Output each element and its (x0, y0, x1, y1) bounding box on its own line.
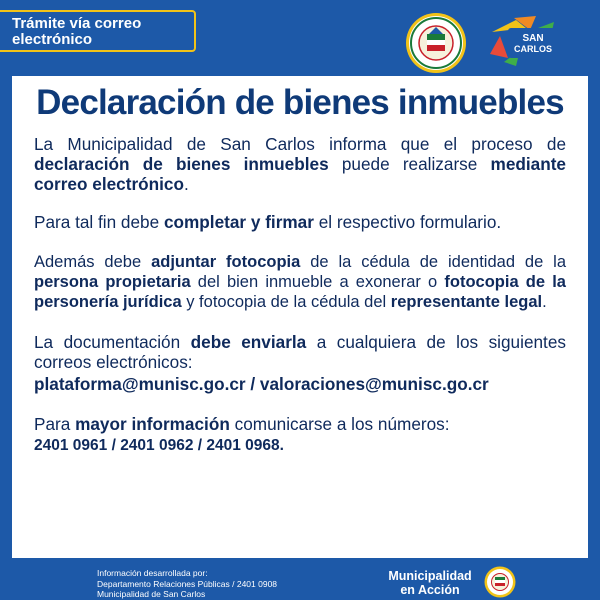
san-carlos-brand-logo (486, 14, 570, 68)
footer-brand (380, 569, 480, 597)
phone-numbers: 2401 0961 / 2401 0962 / 2401 0968. (34, 437, 284, 454)
footer-line-3: Municipalidad de San Carlos (97, 589, 206, 599)
paragraph-intro: La Municipalidad de San Carlos informa que el proceso de declaración de bienes inmuebles puede realizarse mediante correo electrónico. (34, 134, 566, 194)
brand-text-line-2: CARLOS (514, 44, 552, 54)
tag-line-2: electrónico (12, 31, 93, 48)
municipal-seal-logo (405, 12, 467, 74)
procedure-tag (0, 10, 196, 52)
email-addresses: plataforma@munisc.go.cr / valoraciones@munisc.go.cr (34, 374, 489, 394)
footer-line-2: Departamento Relaciones Públicas / 2401 0908 (97, 578, 278, 589)
content-card (12, 76, 588, 558)
footer-line-1: Información desarrollada por: (97, 568, 208, 578)
page-title: Declaración de bienes inmuebles (36, 83, 564, 122)
footer-seal-logo (484, 566, 516, 598)
tag-line-1: Trámite vía correo (12, 15, 142, 32)
footer-brand-line-1: Municipalidad (388, 569, 472, 583)
paragraph-form: Para tal fin debe completar y firmar el respectivo formulario. (34, 212, 502, 232)
brand-text-line-1: SAN (522, 33, 544, 44)
paragraph-attachments: Además debe adjuntar fotocopia de la cédula de identidad de la persona propietaria del bien inmueble a exonerar o fotocopia de la personería jurídica y fotocopia de la cédula del representante legal. (34, 253, 567, 311)
footer-brand-line-2: en Acción (400, 583, 460, 597)
paragraph-send: La documentación debe enviarla a cualquiera de los siguientes correos electrónicos: (34, 332, 566, 372)
paragraph-contact: Para mayor información comunicarse a los números: (34, 414, 450, 434)
footer-credits (97, 568, 277, 600)
